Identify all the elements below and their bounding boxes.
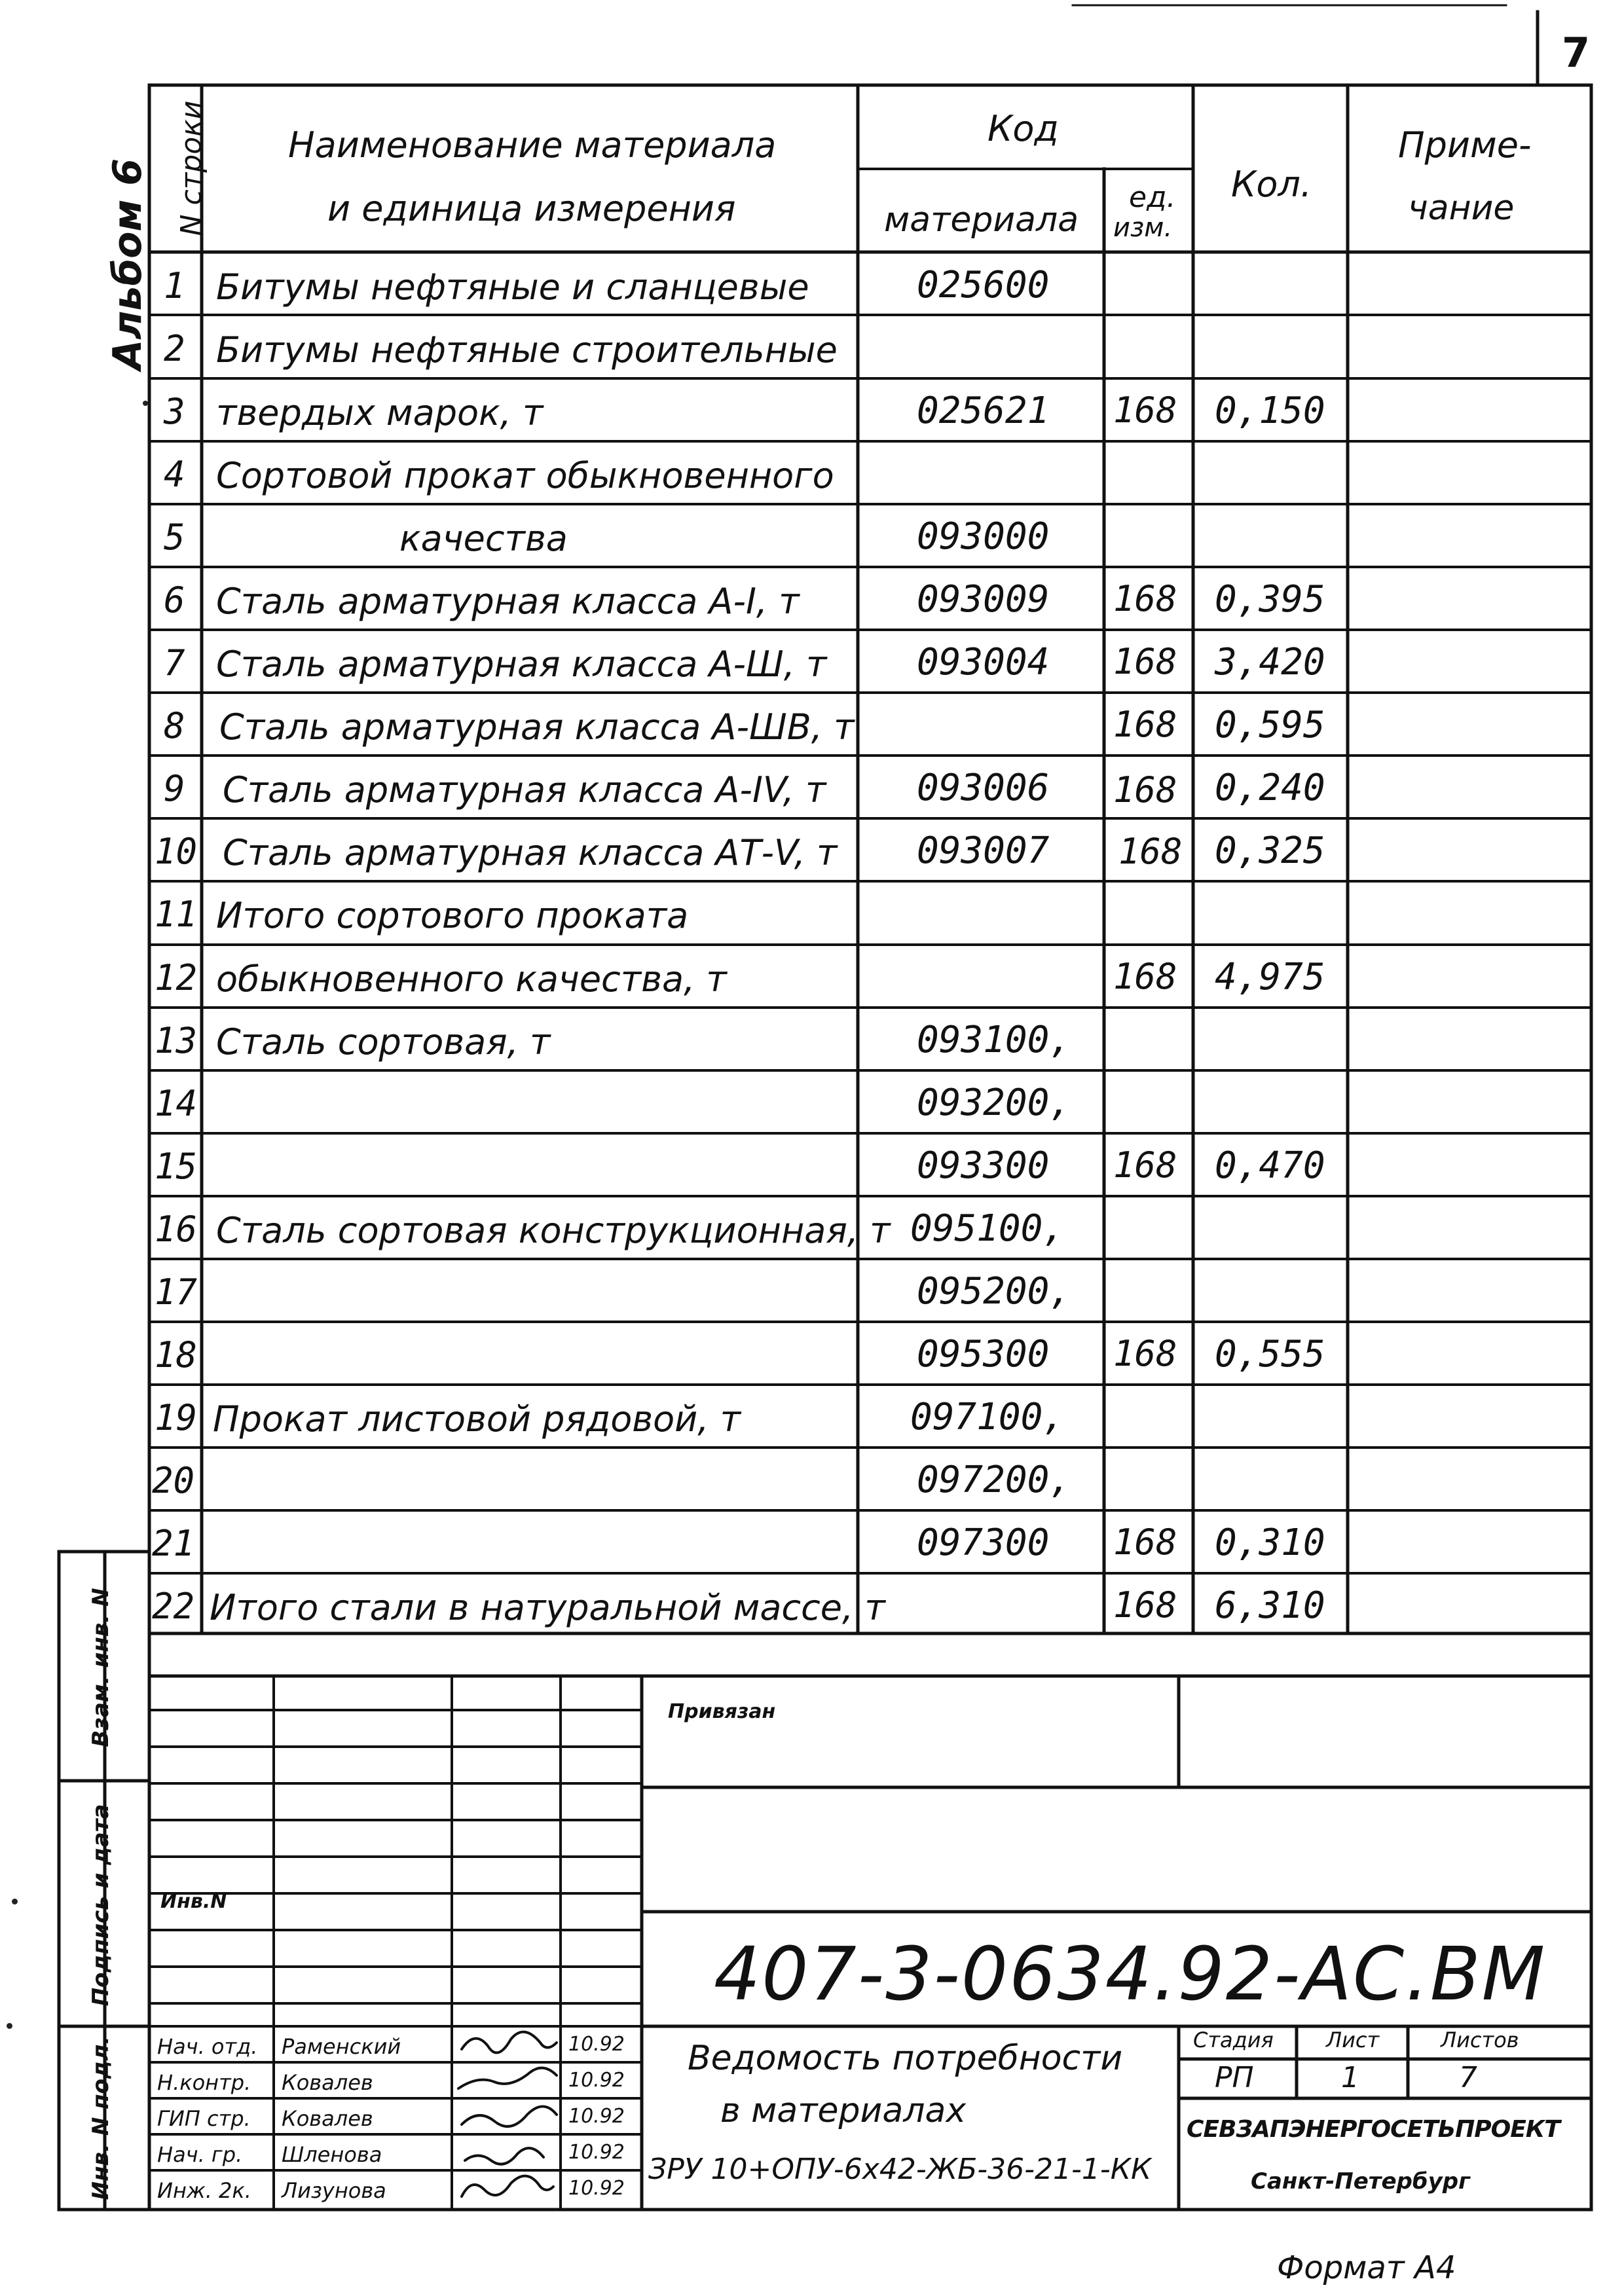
privyazan-label: Привязан (668, 1700, 776, 1723)
header-name-line1: Наименование материала (288, 124, 777, 166)
document-code: 407-3-0634.92-АС.ВМ (714, 1932, 1547, 2017)
material-code: 093000 (917, 515, 1050, 558)
row-number: 3 (164, 391, 185, 432)
document-title-line2: в материалах (720, 2091, 967, 2130)
material-name: качества (399, 518, 568, 559)
row-number: 16 (155, 1209, 198, 1250)
row-number: 13 (155, 1020, 198, 1061)
row-number: 7 (164, 642, 185, 683)
unit-code: 168 (1113, 704, 1177, 745)
material-code: 093009 (917, 578, 1050, 621)
row-number: 4 (164, 454, 185, 495)
header-code-unit-line2: изм. (1113, 213, 1173, 243)
organization-name: СЕВЗАПЭНЕРГОСЕТЬПРОЕКТ (1187, 2116, 1560, 2143)
signature-date: 10.92 (568, 2177, 625, 2200)
row-number: 5 (164, 517, 185, 558)
row-number: 6 (164, 579, 185, 621)
material-name: обыкновенного качества, т (216, 958, 727, 1000)
material-code: 095300 (917, 1333, 1050, 1376)
row-number: 18 (155, 1334, 198, 1376)
signature-name: Шленова (282, 2142, 382, 2167)
material-name: Сортовой прокат обыкновенного (216, 455, 834, 496)
quantity-value: 0,470 (1215, 1144, 1325, 1187)
header-code: Код (987, 108, 1059, 149)
paper-format: Формат А4 (1277, 2250, 1456, 2286)
signature-role: Нач. отд. (157, 2034, 258, 2059)
quantity-value: 3,420 (1215, 641, 1325, 683)
row-number: 9 (164, 768, 185, 809)
header-quantity: Кол. (1231, 164, 1312, 205)
unit-code: 168 (1113, 578, 1177, 619)
material-name: Сталь арматурная класса А-IV, т (223, 769, 826, 811)
header-code-material: материала (884, 200, 1079, 240)
sheets-value: 7 (1459, 2061, 1477, 2094)
signature-date: 10.92 (568, 2105, 625, 2128)
row-number: 2 (164, 328, 185, 369)
signature-date: 10.92 (568, 2141, 625, 2164)
stage-header: Стадия (1193, 2028, 1274, 2052)
unit-code: 168 (1118, 831, 1183, 872)
material-name: твердых марок, т (216, 392, 544, 433)
material-name: Прокат листовой рядовой, т (213, 1398, 741, 1440)
material-code: 093007 (917, 829, 1050, 872)
unit-code: 168 (1113, 956, 1177, 997)
material-name: Сталь сортовая, т (216, 1021, 551, 1063)
row-number: 21 (152, 1523, 195, 1564)
page-number: 7 (1562, 29, 1591, 77)
row-number: 8 (164, 705, 185, 746)
material-code: 025621 (917, 390, 1050, 432)
signatures-scribbles (458, 2032, 557, 2196)
quantity-value: 0,325 (1215, 829, 1325, 872)
organization-city: Санкт-Петербург (1251, 2168, 1470, 2195)
row-number: 14 (155, 1083, 198, 1124)
material-code: 093200, (917, 1082, 1072, 1124)
quantity-value: 0,240 (1215, 767, 1325, 809)
material-name: Сталь арматурная класса А-ШВ, т (219, 706, 855, 748)
signature-role: Н.контр. (157, 2070, 251, 2095)
sheet-value: 1 (1341, 2061, 1359, 2094)
unit-code: 168 (1113, 641, 1177, 682)
material-code: 095200, (917, 1270, 1072, 1313)
material-name: Итого сортового проката (216, 895, 689, 936)
material-code: 093006 (917, 767, 1050, 809)
row-number: 22 (152, 1586, 195, 1627)
signature-date: 10.92 (568, 2069, 625, 2092)
side-stamp-replacement-inv: Взам. инв. N (88, 1588, 114, 1747)
material-name: Сталь сортовая конструкционная, т (216, 1210, 891, 1251)
material-name: Итого стали в натуральной массе, т (210, 1587, 885, 1628)
signature-name: Раменский (282, 2034, 401, 2059)
quantity-value: 0,150 (1215, 390, 1325, 432)
inv-number-label: Инв.N (160, 1890, 227, 1913)
material-name: Сталь арматурная класса АТ-V, т (223, 832, 838, 873)
header-name-line2: и единица измерения (327, 188, 736, 229)
signature-date: 10.92 (568, 2033, 625, 2056)
row-number: 15 (155, 1146, 198, 1187)
row-number: 1 (164, 265, 185, 306)
row-number: 20 (152, 1460, 195, 1501)
material-code: 093004 (917, 641, 1050, 683)
material-code: 025600 (917, 264, 1050, 306)
header-row-no: N строки (175, 100, 208, 236)
row-number: 19 (155, 1397, 198, 1438)
header-note-line1: Приме- (1398, 124, 1532, 166)
material-name: Сталь арматурная класса А-Ш, т (216, 644, 827, 685)
material-code: 097200, (917, 1459, 1072, 1501)
quantity-value: 0,595 (1215, 704, 1325, 746)
side-stamp-signature-date: Подпись и дата (88, 1804, 114, 2007)
quantity-value: 0,395 (1215, 578, 1325, 621)
quantity-value: 4,975 (1215, 956, 1325, 998)
scan-speck (12, 1899, 18, 1904)
signature-name: Лизунова (282, 2178, 386, 2203)
unit-code: 168 (1113, 1522, 1177, 1563)
unit-code: 168 (1113, 1584, 1177, 1626)
material-name: Сталь арматурная класса А-I, т (216, 581, 800, 622)
document-title-line1: Ведомость потребности (688, 2039, 1123, 2078)
signature-role: Инж. 2к. (157, 2178, 251, 2203)
signature-name: Ковалев (282, 2106, 373, 2131)
sheets-header: Листов (1441, 2028, 1519, 2052)
signature-role: ГИП стр. (157, 2106, 251, 2131)
unit-code: 168 (1113, 390, 1177, 431)
quantity-value: 6,310 (1215, 1584, 1325, 1627)
material-code: 093100, (917, 1019, 1072, 1061)
material-code: 095100, (910, 1207, 1065, 1250)
header-code-unit-line1: ед. (1129, 181, 1176, 214)
quantity-value: 0,310 (1215, 1522, 1325, 1564)
scan-speck (7, 2023, 12, 2029)
signature-name: Ковалев (282, 2070, 373, 2095)
row-number: 11 (155, 894, 198, 935)
album-label: Альбом 6 (105, 158, 151, 370)
quantity-value: 0,555 (1215, 1333, 1325, 1376)
header-note-line2: чание (1408, 189, 1515, 228)
material-code: 097100, (910, 1396, 1065, 1438)
scan-speck (143, 401, 148, 406)
document-title-line3: ЗРУ 10+ОПУ-6х42-ЖБ-36-21-1-КК (648, 2153, 1152, 2186)
material-code: 097300 (917, 1522, 1050, 1564)
side-stamp-original-inv: Инв. N подл. (88, 2035, 114, 2200)
unit-code: 168 (1113, 769, 1177, 811)
unit-code: 168 (1113, 1333, 1177, 1374)
sheet-header: Лист (1326, 2028, 1380, 2052)
unit-code: 168 (1113, 1144, 1177, 1186)
material-name: Битумы нефтяные строительные (216, 329, 838, 371)
row-number: 12 (155, 957, 198, 998)
row-number: 10 (155, 831, 198, 872)
stage-value: РП (1215, 2061, 1254, 2094)
material-name: Битумы нефтяные и сланцевые (216, 266, 809, 308)
row-number: 17 (155, 1271, 198, 1313)
material-code: 093300 (917, 1144, 1050, 1187)
signature-role: Нач. гр. (157, 2142, 243, 2167)
